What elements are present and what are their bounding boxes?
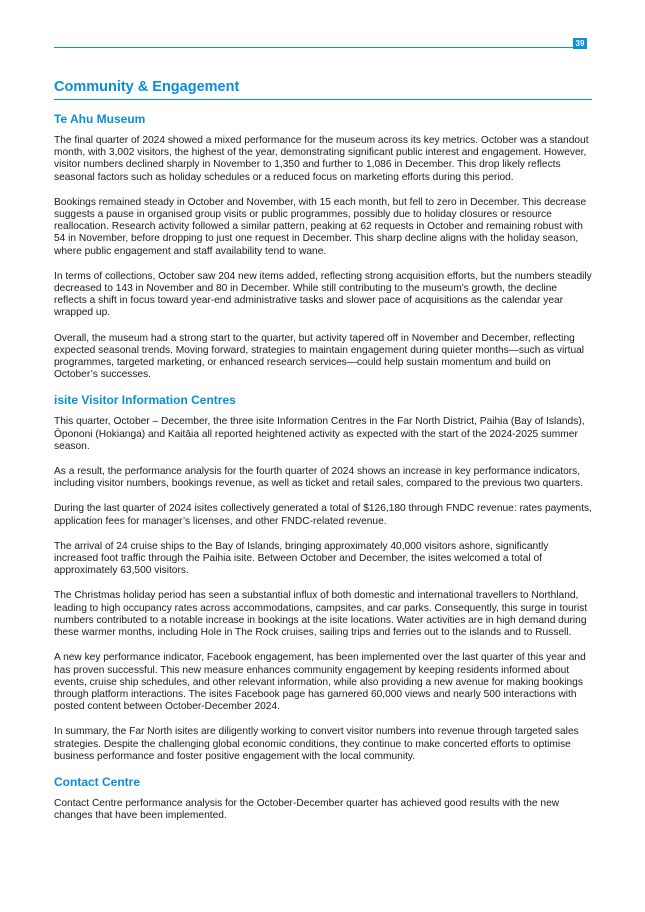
paragraph: As a result, the performance analysis for the fourth quarter of 2024 shows an increase in key performance indicators, including visitor numbers, bookings revenue, as well as ticket and retail sales, compared to the previous two quarters.: [54, 466, 583, 490]
section-te-ahu-museum: [54, 112, 592, 381]
paragraph: Contact Centre performance analysis for the October-December quarter has achieved good results with the new changes that have been implemented.: [54, 797, 560, 822]
page-number-badge: 39: [573, 38, 587, 49]
paragraph: This quarter, October – December, the three isite Information Centres in the Far North District, Paihia (Bay of Islands), Ōpononi (Hokianga) and Kaitāia all reported heightened activity as expected with the start of the 2024-2025 summer season.: [54, 416, 585, 452]
paragraph: In summary, the Far North isites are diligently working to convert visitor numbers into revenue through targeted sales strategies. Despite the challenging global economic conditions, they continue to make concerted efforts to optimise business performance and foster positive engagement with the local community.: [54, 726, 579, 762]
paragraph: Overall, the museum had a strong start to the quarter, but activity tapered off in November and December, reflecting expected seasonal trends. Moving forward, strategies to maintain engagement during quieter months—such as virtual programmes, targeted marketing, or enhanced research services—could help sustain momentum and build on October’s successes.: [54, 332, 585, 381]
section-isite-visitor-centres: [54, 393, 592, 762]
paragraph: The arrival of 24 cruise ships to the Bay of Islands, bringing approximately 40,000 visitors ashore, significantly increased foot traffic through the Paihia isite. Between October and December, the isites welcomed a total of approximately 63,500 visitors.: [54, 540, 549, 577]
header-rule: [54, 47, 586, 48]
page-content: [54, 78, 592, 822]
page-title: Community & Engagement: [54, 78, 592, 100]
section-heading: isite Visitor Information Centres: [54, 393, 236, 408]
paragraph: In terms of collections, October saw 204 new items added, reflecting strong acquisition efforts, but the numbers steadily decreased to 143 in November and 80 in December. While still contributing to the museum's growth, the decline reflects a shift in focus toward year-end administrative tasks and slower pace of acquisitions as the calendar year wrapped up.: [54, 270, 592, 319]
section-heading: Contact Centre: [54, 774, 141, 789]
paragraph: The final quarter of 2024 showed a mixed performance for the museum across its key metrics. October was a standout month, with 3,002 visitors, the highest of the year, demonstrating significant public interest and engagement. However, visitor numbers declined sharply in November to 1,350 and further to 1,086 in December. This drop likely reflects seasonal factors such as holiday schedules or a reduced focus on marketing efforts during this period.: [54, 135, 589, 183]
paragraph: Bookings remained steady in October and November, with 15 each month, but fell to zero in December. This decrease suggests a pause in organised group visits or public programmes, possibly due to holiday closures or resource reallocation. Research activity followed a similar pattern, peaking at 62 requests in October and remaining robust with 54 in November, before dropping to just one request in December. This sharp decline aligns with the holiday season, where public engagement and staff availability tend to wane.: [54, 196, 587, 257]
paragraph: During the last quarter of 2024 isites collectively generated a total of $126,180 through FNDC revenue: rates payments, application fees for manager’s licenses, and other FNDC-related revenue.: [54, 503, 592, 527]
paragraph: A new key performance indicator, Facebook engagement, has been implemented over the last quarter of this year and has proven successful. This new measure enhances community engagement by keeping residents informed about events, cruise ship schedules, and other relevant information, while also providing a new avenue for making bookings through platform interactions. The isites Facebook page has garnered 60,000 views and nearly 500 interactions with posted content between October-December 2024.: [54, 652, 586, 713]
paragraph: The Christmas holiday period has seen a substantial influx of both domestic and international travellers to Northland, leading to high occupancy rates across accommodations, campsites, and car parks. Consequently, this surge in tourist numbers contributed to a notable increase in bookings at the isite locations. Water activities are in high demand during these warmer months, including Hole in The Rock cruises, sailing trips and ferries out to the islands and to Russell.: [54, 590, 588, 639]
section-contact-centre: [54, 775, 592, 822]
section-heading: Te Ahu Museum: [54, 112, 146, 126]
